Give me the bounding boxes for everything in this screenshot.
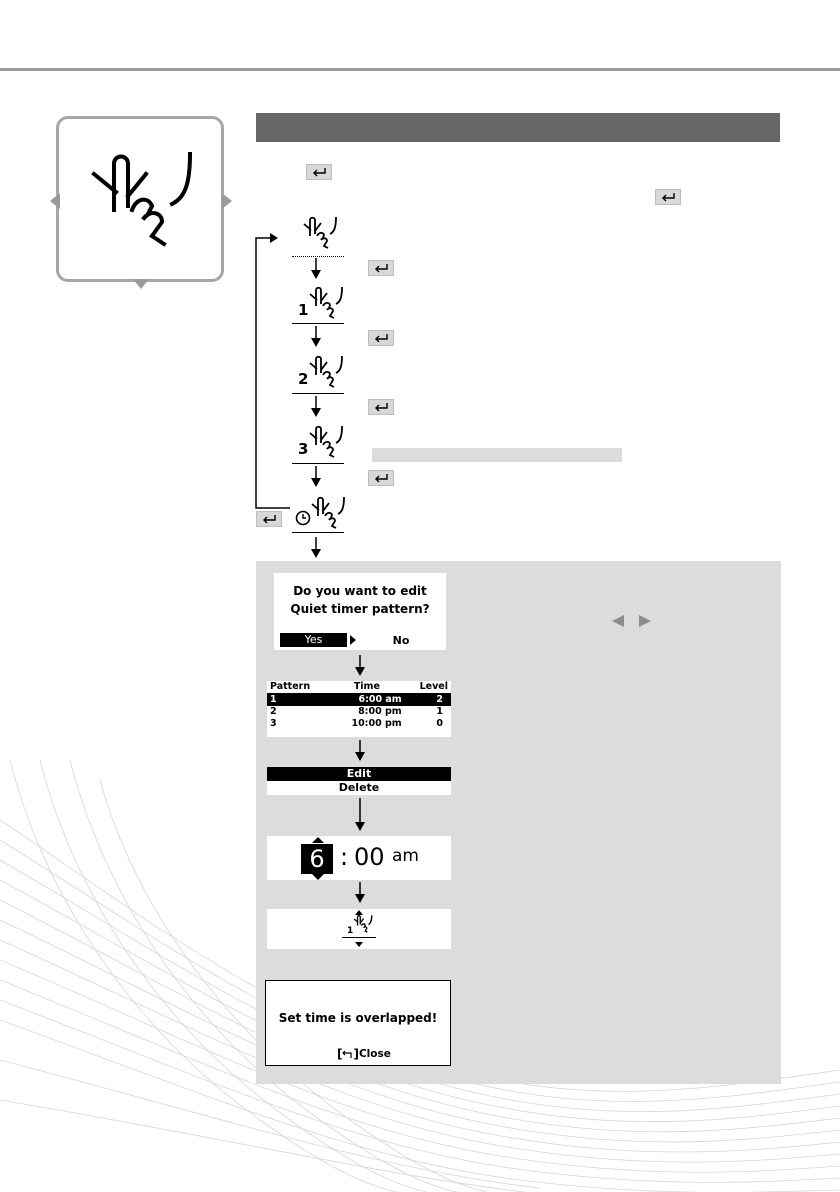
enter-key-icon [368, 399, 394, 415]
row-level: 0 [436, 718, 443, 729]
quiet-mode-hand-icon [304, 286, 348, 320]
row-time: 10:00 pm [351, 718, 402, 729]
step-divider [292, 463, 344, 464]
row-time: 8:00 pm [358, 706, 402, 717]
down-arrow [355, 798, 365, 832]
close-button[interactable] [337, 1047, 391, 1061]
down-arrow [311, 466, 321, 488]
table-row[interactable] [267, 694, 451, 707]
row-level: 1 [436, 706, 443, 717]
header-time: Time [329, 681, 405, 694]
down-arrow [311, 537, 321, 559]
yes-button[interactable]: Yes [280, 633, 347, 647]
ampm-field[interactable]: am [392, 846, 419, 866]
table-row[interactable] [267, 718, 451, 730]
loop-back-line [250, 232, 294, 514]
right-triangle-icon [349, 634, 357, 646]
down-triangle-icon[interactable] [311, 873, 325, 880]
enter-key-icon [655, 189, 681, 205]
hour-field[interactable]: 6 [301, 844, 333, 874]
row-pattern: 1 [267, 694, 329, 707]
pattern-number: 1 [298, 301, 309, 319]
header-level: Level [405, 681, 451, 694]
timer-pattern-list [267, 681, 451, 737]
top-rule [0, 68, 840, 71]
down-arrow [355, 655, 365, 677]
enter-key-icon [306, 164, 332, 180]
dialog-question-line1: Do you want to edit [293, 584, 427, 598]
down-arrow [355, 882, 365, 904]
menu-item-delete[interactable]: Delete [338, 781, 380, 794]
step-divider [292, 532, 344, 533]
enter-key-icon [368, 470, 394, 486]
highlight-bar [372, 448, 622, 462]
row-pattern: 3 [270, 718, 277, 729]
left-arrow-icon [610, 614, 626, 628]
overlap-message: Set time is overlapped! [278, 1011, 438, 1025]
quiet-mode-hand-icon [298, 216, 342, 250]
row-pattern: 2 [270, 706, 277, 717]
quiet-mode-hand-icon [86, 150, 198, 250]
down-triangle-icon [132, 278, 150, 290]
section-header-bar [256, 113, 780, 142]
down-triangle-icon[interactable] [354, 941, 364, 947]
left-triangle-icon [48, 192, 62, 210]
down-arrow [311, 326, 321, 348]
row-level: 2 [405, 694, 451, 707]
down-arrow [311, 396, 321, 418]
header-pattern: Pattern [267, 681, 329, 694]
step-divider [292, 393, 344, 394]
down-arrow [355, 740, 365, 762]
quiet-mode-hand-icon [304, 425, 348, 459]
menu-item-edit[interactable]: Edit [267, 767, 451, 781]
pattern-number: 2 [298, 370, 309, 388]
down-arrow [311, 258, 321, 280]
pattern-number: 3 [298, 440, 309, 458]
quiet-timer-icon [294, 494, 348, 530]
level-underline [342, 937, 376, 938]
quiet-mode-hand-icon [304, 355, 348, 389]
row-time: 6:00 am [329, 694, 405, 707]
quiet-mode-hand-icon [351, 914, 375, 934]
up-triangle-icon[interactable] [311, 837, 325, 844]
bracket-open: [ [337, 1047, 343, 1061]
step-divider [292, 256, 344, 257]
right-arrow-icon [637, 614, 653, 628]
no-button[interactable]: No [392, 634, 410, 647]
step-divider [292, 323, 344, 324]
time-separator: : [340, 843, 349, 871]
enter-key-icon [256, 511, 282, 527]
enter-key-icon [368, 260, 394, 276]
dialog-question-line2: Quiet timer pattern? [290, 602, 430, 616]
enter-key-icon [368, 330, 394, 346]
edit-menu [267, 767, 451, 795]
timer-table [267, 681, 451, 730]
close-label: Close [358, 1048, 391, 1060]
back-icon [342, 1049, 353, 1059]
bracket-close: ] [353, 1047, 359, 1061]
right-triangle-icon [220, 192, 234, 210]
table-row[interactable] [267, 706, 451, 718]
minutes-field[interactable]: 00 [354, 843, 385, 871]
level-value: 1 [347, 926, 354, 936]
